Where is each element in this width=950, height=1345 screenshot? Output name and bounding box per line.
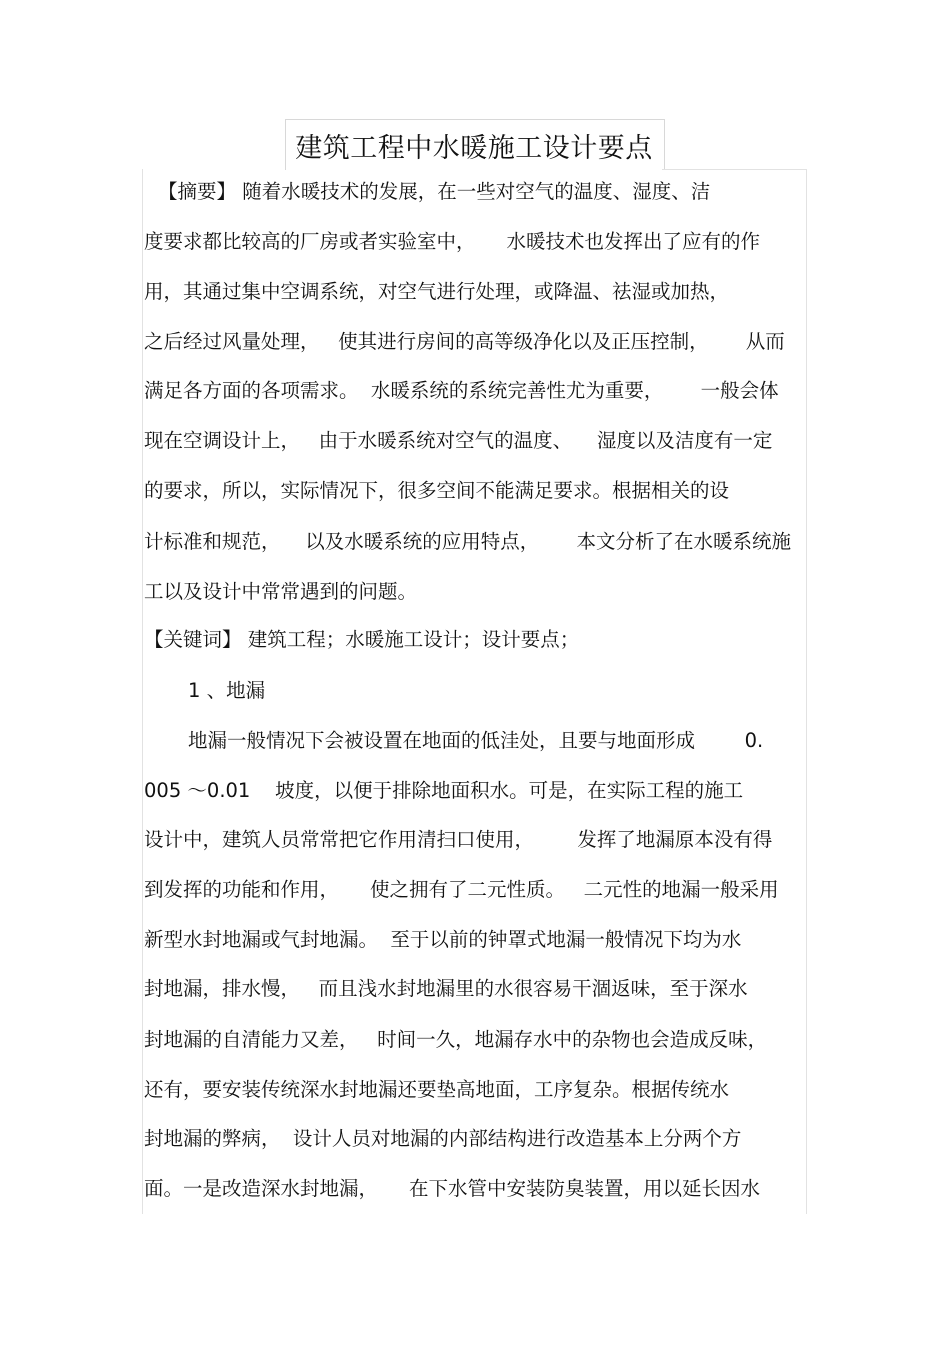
body-line-8: 还有，要安装传统深水封地漏还要垫高地面，工序复杂。根据传统水 — [144, 1078, 730, 1101]
abstract-line-5: 满足各方面的各项需求。 水暖系统的系统完善性尤为重要， 一般会体 — [144, 379, 779, 402]
body-line-2: 005 ～0.01 坡度，以便于排除地面积水。可是，在实际工程的施工 — [144, 779, 744, 802]
body-line-5: 新型水封地漏或气封地漏。 至于以前的钟罩式地漏一般情况下均为水 — [144, 928, 742, 951]
body-line-9: 封地漏的弊病， 设计人员对地漏的内部结构进行改造基本上分两个方 — [144, 1127, 742, 1150]
body-line-1: 地漏一般情况下会被设置在地面的低洼处，且要与地面形成 0. — [188, 729, 764, 752]
text-block-left-border — [142, 169, 143, 1214]
abstract-line-2: 度要求都比较高的厂房或者实验室中， 水暖技术也发挥出了应有的作 — [144, 230, 760, 253]
keywords-line: 【关键词】 建筑工程；水暖施工设计；设计要点； — [144, 628, 580, 651]
body-line-6: 封地漏，排水慢， 而且浅水封地漏里的水很容易干涸返味，至于深水 — [144, 977, 748, 1000]
section-heading: 1 、地漏 — [188, 679, 266, 702]
body-line-10: 面。一是改造深水封地漏， 在下水管中安装防臭装置，用以延长因水 — [144, 1177, 760, 1200]
abstract-line-1: 【摘要】 随着水暖技术的发展，在一些对空气的温度、湿度、洁 — [158, 180, 711, 203]
body-line-7: 封地漏的自清能力又差， 时间一久，地漏存水中的杂物也会造成反味， — [144, 1028, 768, 1051]
abstract-line-8: 计标准和规范， 以及水暖系统的应用特点， 本文分析了在水暖系统施 — [144, 530, 791, 553]
abstract-line-9: 工以及设计中常常遇到的问题。 — [144, 580, 418, 603]
body-line-4: 到发挥的功能和作用， 使之拥有了二元性质。 二元性的地漏一般采用 — [144, 878, 779, 901]
abstract-line-3: 用，其通过集中空调系统，对空气进行处理，或降温、祛湿或加热， — [144, 280, 730, 303]
abstract-line-7: 的要求，所以，实际情况下，很多空间不能满足要求。根据相关的设 — [144, 479, 730, 502]
abstract-line-6: 现在空调设计上， 由于水暖系统对空气的温度、 湿度以及洁度有一定 — [144, 429, 773, 452]
document-title: 建筑工程中水暖施工设计要点 — [295, 133, 653, 164]
body-line-3: 设计中，建筑人员常常把它作用清扫口使用， 发挥了地漏原本没有得 — [144, 828, 773, 851]
abstract-line-4: 之后经过风量处理， 使其进行房间的高等级净化以及正压控制， 从而 — [144, 330, 785, 353]
text-block-top-border — [662, 169, 806, 170]
